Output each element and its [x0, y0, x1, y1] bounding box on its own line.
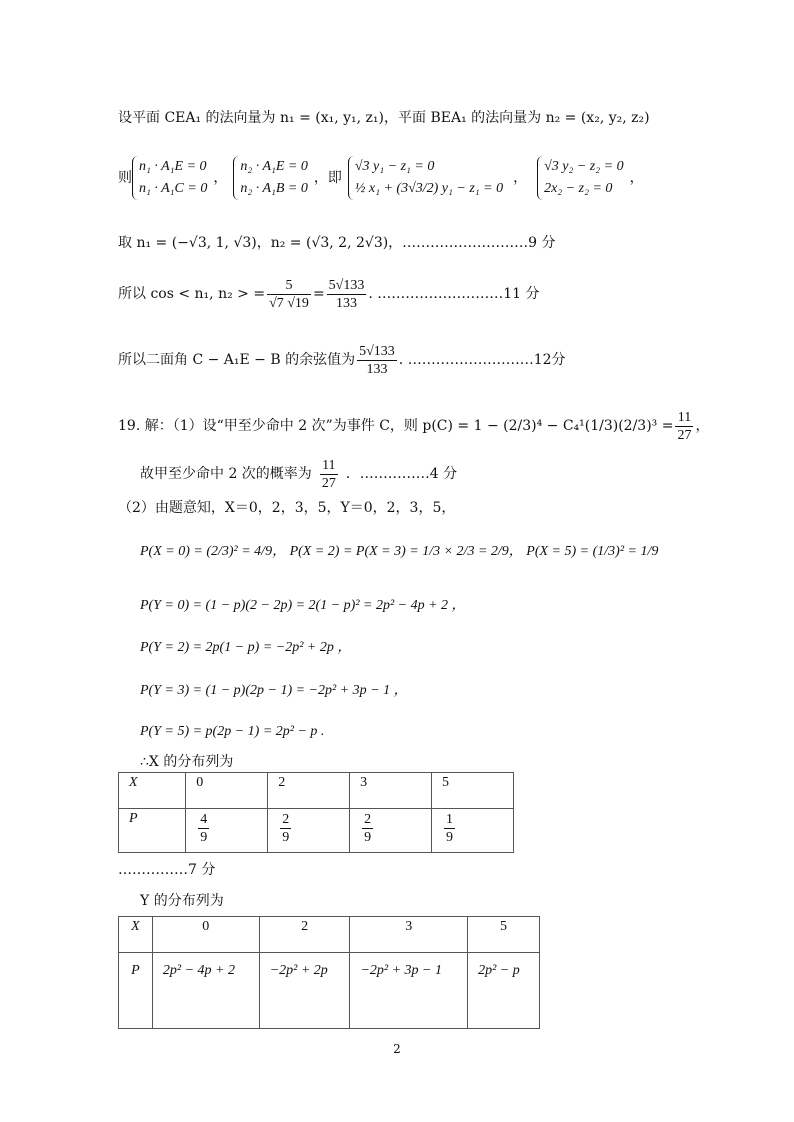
text-ji: ，即 [313, 170, 342, 186]
table-cell: $\frac{4}{9}$ [186, 809, 268, 853]
table-cell: X [119, 773, 186, 809]
table-cell: 2p² − p [468, 953, 540, 1029]
table-row [119, 773, 514, 809]
line-part-2: （2）由题意知，X＝0，2，3，5，Y＝0，2，3，5， [118, 500, 456, 516]
fraction-pc: $\frac{11}{27}$ [677, 409, 692, 443]
eq-n2-a1b: n₂ · A₁B = 0 [240, 181, 308, 196]
table-cell: 5 [432, 773, 514, 809]
table-row [119, 809, 514, 853]
eq-coord2-b: 2x₂ − z₂ = 0 [544, 181, 613, 196]
line-py0: P(Y = 0) = (1 − p)(2 − 2p) = 2(1 − p)² = 2p² − 4p + 2 ， [140, 598, 466, 613]
line-score-7: ……………7 分 [118, 862, 216, 878]
eq-coord2-a: √3 y₂ − z₂ = 0 [544, 159, 624, 174]
table-y-distribution [118, 916, 540, 1029]
system-coords-1 [348, 156, 503, 200]
eq-coord1-a: √3 y₁ − z₁ = 0 [354, 159, 435, 174]
table-row [119, 917, 540, 953]
eq-coord1-b: ½ x₁ + (3√3/2) y₁ − z₁ = 0 [354, 181, 504, 196]
page-number: 2 [393, 1042, 401, 1056]
table-x-distribution [118, 772, 514, 853]
table-cell: P [119, 953, 153, 1029]
cos-suffix: . ………………………11 分 [368, 286, 540, 302]
line-x-distribution-title: ∴X 的分布列为 [140, 754, 234, 770]
table-cell: 3 [350, 917, 468, 953]
table-cell: −2p² + 2p [259, 953, 350, 1029]
line-systems: 则 n₁ · A₁E = 0 n₁ · A₁C = 0 ， n₂ · A₁E = 0 n₂ · A₁B = 0 ，即 √3 y₁ − z₁ = 0 ½ x₁ + (3√3/2) y₁ − z₁ = 0 ， √3 y₂ − z₂ = 0 2x₂ − z₂ = 0 ， [118, 148, 644, 208]
dihedral-suffix: . ………………………12分 [398, 352, 566, 368]
table-cell: $\frac{1}{9}$ [432, 809, 514, 853]
line-cosine: 所以 cos < n₁, n₂ > = $\frac{5}{√7 √19}$ = $\frac{5√133}{133}$ . ………………………11 分 [118, 277, 540, 311]
eq-n1-a1e: n₁ · A₁E = 0 [139, 159, 207, 174]
eq-n1-a1c: n₁ · A₁C = 0 [139, 181, 208, 196]
dihedral-prefix: 所以二面角 C − A₁E − B 的余弦值为 [118, 352, 356, 368]
table-cell: 2 [259, 917, 350, 953]
table-cell: $\frac{2}{9}$ [268, 809, 350, 853]
table-cell: 2p² − 4p + 2 [152, 953, 259, 1029]
table-row [119, 953, 540, 1029]
text-ze: 则 [118, 170, 132, 186]
fraction-dihedral: $\frac{5√133}{133}$ [359, 343, 395, 377]
table-cell: 5 [468, 917, 540, 953]
line-normal-vectors: 设平面 CEA₁ 的法向量为 n₁ = (x₁, y₁, z₁)，平面 BEA₁ 的法向量为 n₂ = (x₂, y₂, z₂) [118, 110, 650, 126]
line-py2: P(Y = 2) = 2p(1 − p) = −2p² + 2p ， [140, 640, 352, 655]
eq-n2-a1e: n₂ · A₁E = 0 [240, 159, 308, 174]
table-cell: X [119, 917, 153, 953]
line-py5: P(Y = 5) = p(2p − 1) = 2p² − p . [140, 724, 325, 739]
table-cell: −2p² + 3p − 1 [350, 953, 468, 1029]
table-cell: $\frac{2}{9}$ [350, 809, 432, 853]
cos-prefix: 所以 cos < n₁, n₂ > = [118, 286, 266, 302]
line-take-vectors: 取 n₁ = (−√3, 1, √3)，n₂ = (√3, 2, 2√3)，………………………9 分 [118, 235, 556, 251]
line-problem-19: 19. 解：（1）设“甲至少命中 2 次”为事件 C，则 p(C) = 1 − (2/3)⁴ − C₄¹(1/3)(2/3)³ = $\frac{11}{27}$ ， [118, 409, 710, 443]
fraction-conclusion: $\frac{11}{27}$ [321, 457, 336, 491]
table-cell: 3 [350, 773, 432, 809]
fraction-cos-1: $\frac{5}{√7 √19}$ [269, 277, 309, 311]
table-cell: 0 [186, 773, 268, 809]
system-n1 [132, 156, 207, 200]
table-cell: 2 [268, 773, 350, 809]
system-n2 [233, 156, 308, 200]
fraction-cos-2: $\frac{5√133}{133}$ [328, 277, 365, 311]
system-coords-2 [537, 156, 623, 200]
table-cell: P [119, 809, 186, 853]
line-dihedral-cosine [118, 338, 566, 382]
line-probability-conclusion: 故甲至少命中 2 次的概率为 $\frac{11}{27}$ ．……………4 分 [140, 457, 458, 491]
table-cell: 0 [152, 917, 259, 953]
line-y-distribution-title: Y 的分布列为 [140, 893, 224, 909]
line-px-values: P(X = 0) = (2/3)² = 4/9， P(X = 2) = P(X = 3) = 1/3 × 2/3 = 2/9， P(X = 5) = (1/3)² = 1/9 [140, 544, 659, 559]
line-py3: P(Y = 3) = (1 − p)(2p − 1) = −2p² + 3p − 1 ， [140, 683, 408, 698]
